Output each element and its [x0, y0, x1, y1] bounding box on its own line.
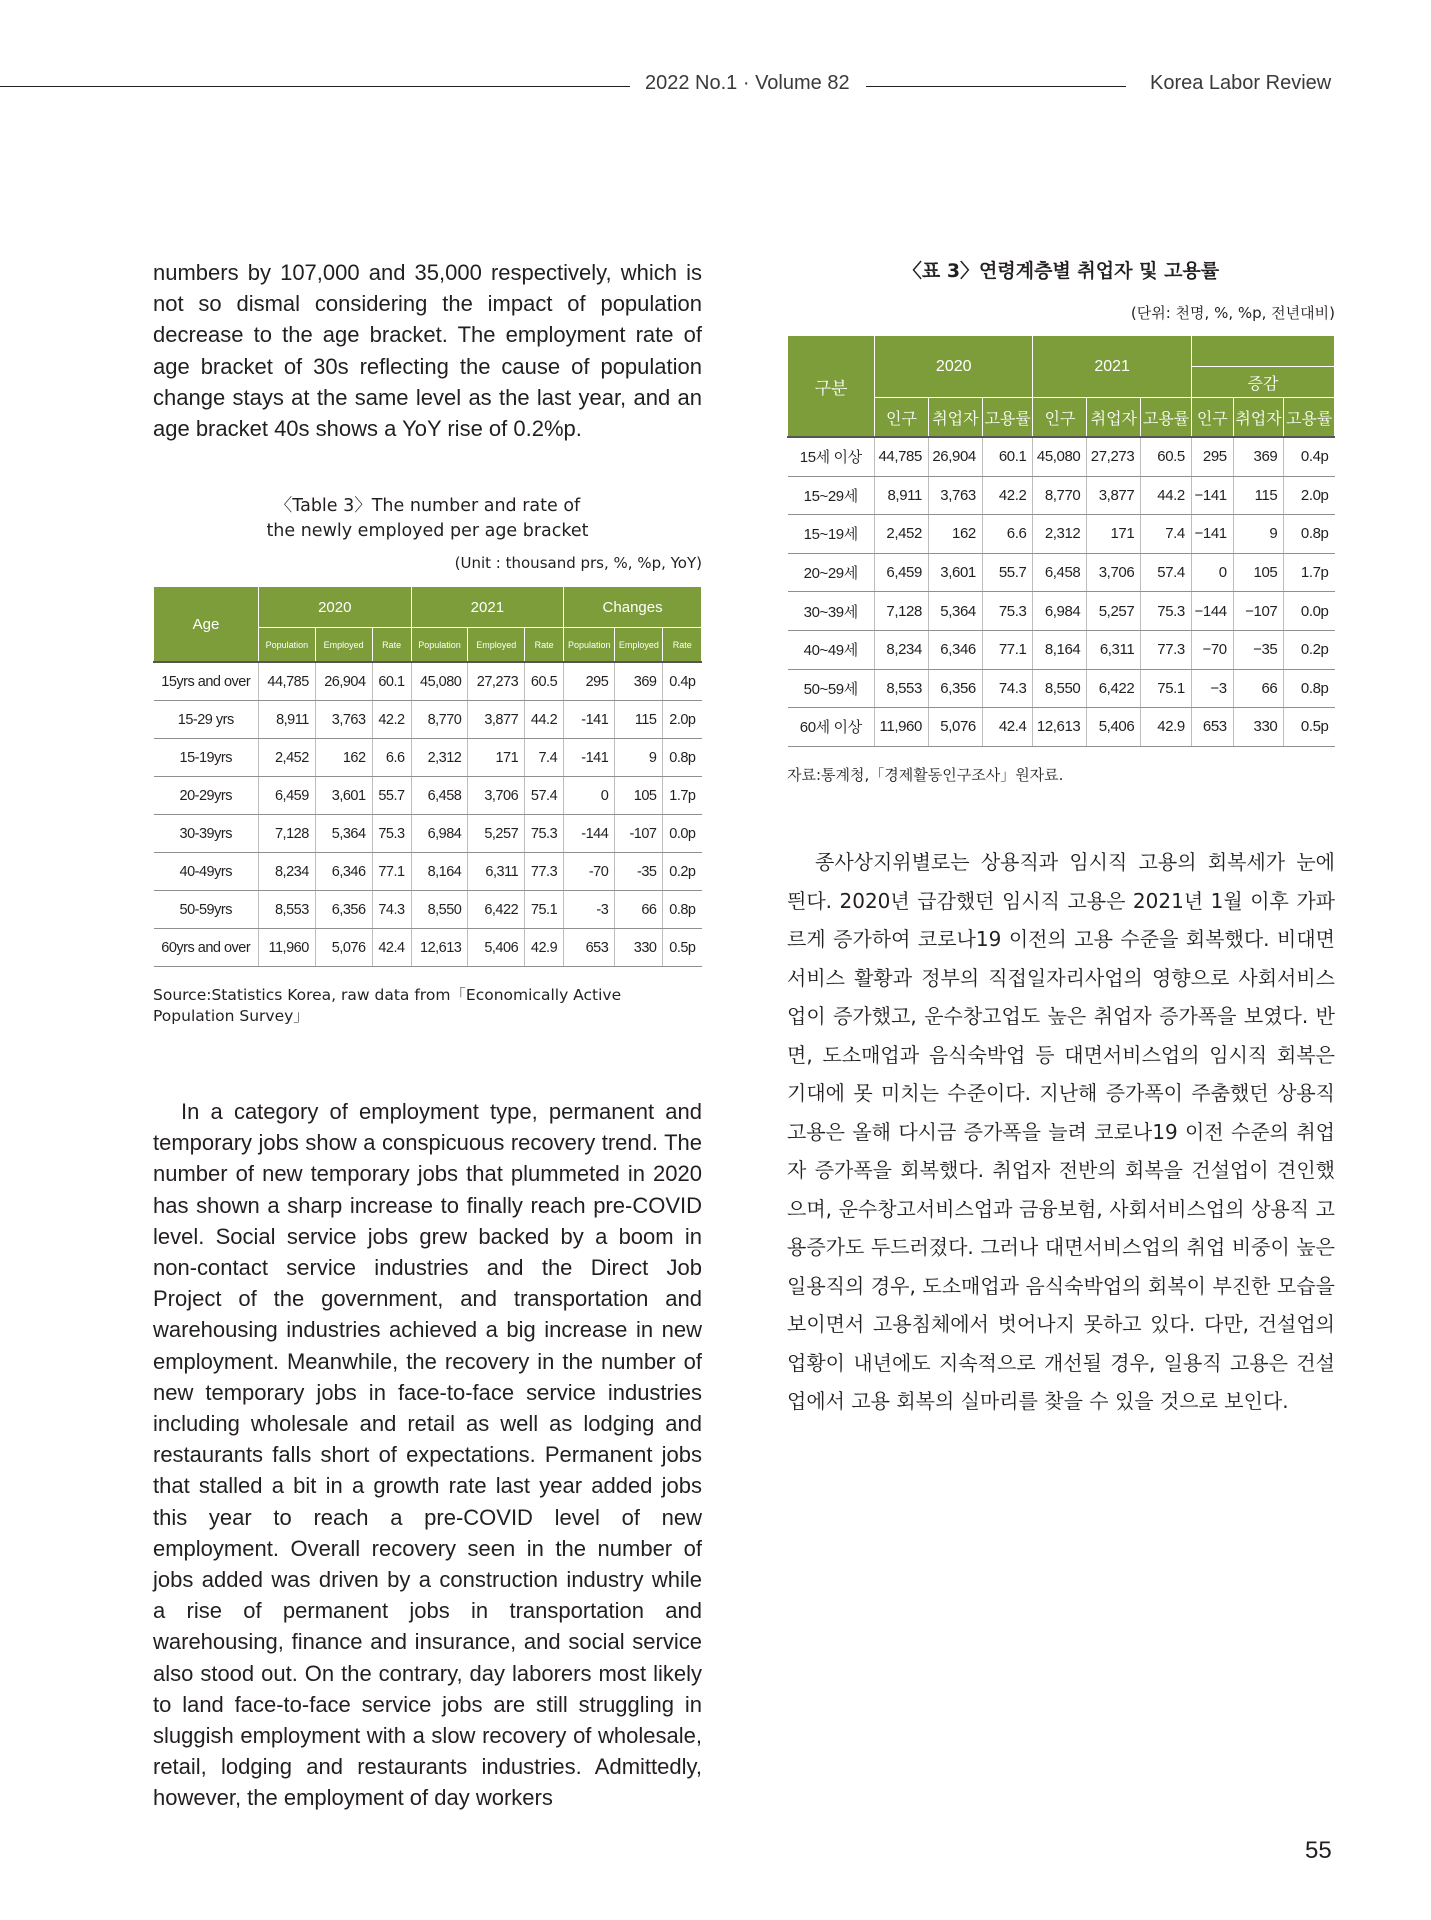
- table-cell: 653: [564, 929, 615, 967]
- page-number: 55: [1305, 1837, 1332, 1864]
- table-cell: 9: [1233, 515, 1284, 554]
- col-head-2021: 2021: [411, 587, 564, 628]
- table-cell: 77.1: [982, 630, 1033, 669]
- row-label: 15~29세: [788, 476, 875, 515]
- table-cell: 6,458: [1033, 553, 1087, 592]
- table-cell: 0.4p: [1284, 437, 1335, 476]
- table-cell: 6,422: [1087, 669, 1141, 708]
- table-cell: 7,128: [259, 815, 316, 853]
- table-unit-ko: (단위: 천명, %, %p, 전년대비): [1130, 304, 1335, 322]
- sub-head: Rate: [525, 628, 564, 663]
- table-cell: 7.4: [1141, 515, 1192, 554]
- table-cell: 55.7: [372, 777, 411, 815]
- table-cell: -141: [564, 739, 615, 777]
- table-cell: 6,459: [875, 553, 929, 592]
- table-cell: 3,706: [468, 777, 525, 815]
- table-cell: 27,273: [468, 662, 525, 701]
- table-cell: 42.4: [982, 708, 1033, 747]
- row-label: 20~29세: [788, 553, 875, 592]
- row-label: 20-29yrs: [154, 777, 259, 815]
- table-cell: 44,785: [259, 662, 316, 701]
- table-unit: (Unit : thousand prs, %, %p, YoY): [454, 554, 702, 572]
- table-cell: 44.2: [1141, 476, 1192, 515]
- table-cell: 3,763: [928, 476, 982, 515]
- sub-head: Population: [259, 628, 316, 663]
- table-row: [154, 701, 702, 739]
- table-cell: 6,459: [259, 777, 316, 815]
- sub-head: Rate: [663, 628, 702, 663]
- table-cell: −107: [1233, 592, 1284, 631]
- table-cell: 162: [315, 739, 372, 777]
- table-row: [788, 515, 1335, 554]
- table-cell: 171: [468, 739, 525, 777]
- body-paragraph-ko: 종사상지위별로는 상용직과 임시직 고용의 회복세가 눈에 띈다. 2020년 급감했던 임시직 고용은 2021년 1월 이후 가파르게 증가하여 코로나19 이전의 고용 수준을 회복했다. 비대면서비스 활황과 정부의 직접일자리사업의 영향으로 사회서비스업이 증가했고, 운수창고업도 높은 취업자 증가폭을 보였다. 반면, 도소매업과 음식숙박업 등 대면서비스업의 임시직 회복은 기대에 못 미치는 수준이다. 지난해 증가폭이 주춤했던 상용직 고용은 올해 다시금 증가폭을 늘려 코로나19 이전 수준의 취업자 증가폭을 회복했다. 취업자 전반의 회복을 건설업이 견인했으며, 운수창고서비스업과 금융보험, 사회서비스업의 상용직 고용증가도 두드러졌다. 그러나 대면서비스업의 취업 비중이 높은 일용직의 경우, 도소매업과 음식숙박업의 회복이 부진한 모습을 보이면서 고용침체에서 벗어나지 못하고 있다. 다만, 건설업의 업황이 내년에도 지속적으로 개선될 경우, 일용직 고용은 건설업에서 고용 회복의 실마리를 찾을 수 있을 것으로 보인다.: [787, 850, 1335, 1413]
- table-cell: -141: [564, 701, 615, 739]
- row-label: 40-49yrs: [154, 853, 259, 891]
- row-label: 50~59세: [788, 669, 875, 708]
- table-row: [788, 630, 1335, 669]
- table-cell: 369: [615, 662, 663, 701]
- table-cell: 60.1: [372, 662, 411, 701]
- table-cell: 60.5: [1141, 437, 1192, 476]
- table-cell: 2.0p: [1284, 476, 1335, 515]
- table-cell: 0: [1191, 553, 1233, 592]
- table-cell: 27,273: [1087, 437, 1141, 476]
- sub-head: 취업자: [1233, 398, 1284, 438]
- table-cell: 6.6: [982, 515, 1033, 554]
- table-cell: -107: [615, 815, 663, 853]
- table-cell: 6.6: [372, 739, 411, 777]
- sub-head: 인구: [1033, 398, 1087, 438]
- table-cell: 60.1: [982, 437, 1033, 476]
- table-cell: 66: [615, 891, 663, 929]
- table-row: [154, 891, 702, 929]
- table-cell: -3: [564, 891, 615, 929]
- table-cell: 75.1: [1141, 669, 1192, 708]
- sub-head: Employed: [315, 628, 372, 663]
- table-cell: 3,763: [315, 701, 372, 739]
- col-head-spacer: [1191, 336, 1334, 367]
- table-cell: 6,356: [928, 669, 982, 708]
- body-paragraph-1: numbers by 107,000 and 35,000 respectively, which is not so dismal considering the impact of population decrease to the age bracket. The employment rate of age bracket of 30s reflecting the cause of population change stays at the same level as the last year, and an age bracket 40s shows a YoY rise of 0.2%p.: [153, 260, 702, 442]
- table-cell: 6,346: [928, 630, 982, 669]
- table-cell: −35: [1233, 630, 1284, 669]
- table-cell: 2,452: [875, 515, 929, 554]
- left-column-lower: [153, 1096, 702, 1814]
- table-cell: 0.2p: [1284, 630, 1335, 669]
- table-cell: 42.9: [1141, 708, 1192, 747]
- table-row: [154, 815, 702, 853]
- table-cell: 6,984: [411, 815, 468, 853]
- table-cell: 105: [1233, 553, 1284, 592]
- table3-ko: [787, 259, 1335, 786]
- sub-head: 고용률: [982, 398, 1033, 438]
- row-label: 40~49세: [788, 630, 875, 669]
- table-title-line-1: 〈Table 3〉The number and rate of: [274, 496, 581, 516]
- table-cell: 8,911: [259, 701, 316, 739]
- table-row: [788, 669, 1335, 708]
- table-title-ko: 〈표 3〉연령계층별 취업자 및 고용률: [902, 260, 1220, 282]
- sub-head: 취업자: [928, 398, 982, 438]
- table-cell: 8,911: [875, 476, 929, 515]
- table-cell: 60.5: [525, 662, 564, 701]
- table-cell: 330: [615, 929, 663, 967]
- row-label: 50-59yrs: [154, 891, 259, 929]
- left-column: [153, 257, 702, 444]
- table-cell: 2,312: [411, 739, 468, 777]
- row-label: 30~39세: [788, 592, 875, 631]
- table-cell: 0.4p: [663, 662, 702, 701]
- table-cell: 5,257: [1087, 592, 1141, 631]
- table-cell: 369: [1233, 437, 1284, 476]
- table3-en: [153, 494, 702, 1027]
- table-cell: 11,960: [259, 929, 316, 967]
- row-label: 60세 이상: [788, 708, 875, 747]
- table-cell: 6,356: [315, 891, 372, 929]
- sub-head: 취업자: [1087, 398, 1141, 438]
- table-cell: 5,076: [928, 708, 982, 747]
- table-cell: 26,904: [315, 662, 372, 701]
- table-cell: 0.5p: [1284, 708, 1335, 747]
- table-cell: 0.8p: [663, 739, 702, 777]
- table-cell: 75.3: [982, 592, 1033, 631]
- table-row: [154, 662, 702, 701]
- table-cell: 0.0p: [663, 815, 702, 853]
- table-cell: 75.3: [525, 815, 564, 853]
- row-label: 15-29 yrs: [154, 701, 259, 739]
- col-head-age: Age: [154, 587, 259, 663]
- table-cell: 42.2: [982, 476, 1033, 515]
- table-cell: 42.9: [525, 929, 564, 967]
- table-cell: 2,452: [259, 739, 316, 777]
- row-label: 15세 이상: [788, 437, 875, 476]
- table-row: [788, 476, 1335, 515]
- table-cell: −141: [1191, 476, 1233, 515]
- sub-head: 인구: [1191, 398, 1233, 438]
- table-cell: 12,613: [1033, 708, 1087, 747]
- table-cell: 8,234: [259, 853, 316, 891]
- table-cell: -70: [564, 853, 615, 891]
- table-cell: 0.0p: [1284, 592, 1335, 631]
- table-cell: -35: [615, 853, 663, 891]
- table-cell: 3,877: [468, 701, 525, 739]
- table-cell: 6,984: [1033, 592, 1087, 631]
- table-cell: −141: [1191, 515, 1233, 554]
- table-cell: 45,080: [1033, 437, 1087, 476]
- col-head-2020: 2020: [875, 336, 1033, 398]
- table-cell: 26,904: [928, 437, 982, 476]
- table-cell: 44.2: [525, 701, 564, 739]
- sub-head: Rate: [372, 628, 411, 663]
- table-cell: 8,553: [259, 891, 316, 929]
- table-cell: 0.8p: [1284, 669, 1335, 708]
- table-cell: 57.4: [1141, 553, 1192, 592]
- right-column-lower: [787, 843, 1335, 1421]
- table-cell: 6,422: [468, 891, 525, 929]
- table-cell: 6,311: [1087, 630, 1141, 669]
- table-cell: 42.2: [372, 701, 411, 739]
- table-cell: 1.7p: [1284, 553, 1335, 592]
- table-cell: 295: [564, 662, 615, 701]
- table-cell: 75.3: [1141, 592, 1192, 631]
- table-cell: 6,346: [315, 853, 372, 891]
- table-cell: 8,550: [1033, 669, 1087, 708]
- table-cell: 45,080: [411, 662, 468, 701]
- table-row: [154, 853, 702, 891]
- table-row: [154, 777, 702, 815]
- table-cell: 8,550: [411, 891, 468, 929]
- table-cell: 8,164: [411, 853, 468, 891]
- table-cell: 5,257: [468, 815, 525, 853]
- table-cell: 75.3: [372, 815, 411, 853]
- table-cell: 295: [1191, 437, 1233, 476]
- sub-head: 고용률: [1284, 398, 1335, 438]
- table-cell: 3,877: [1087, 476, 1141, 515]
- table-cell: 115: [615, 701, 663, 739]
- table-cell: 0: [564, 777, 615, 815]
- table-cell: 66: [1233, 669, 1284, 708]
- table-cell: 7,128: [875, 592, 929, 631]
- table-cell: 74.3: [372, 891, 411, 929]
- table-cell: 6,311: [468, 853, 525, 891]
- table-cell: 8,770: [1033, 476, 1087, 515]
- sub-head: 인구: [875, 398, 929, 438]
- header-rule-left: [0, 86, 630, 87]
- table-cell: 77.1: [372, 853, 411, 891]
- sub-head: Population: [564, 628, 615, 663]
- table-cell: 8,234: [875, 630, 929, 669]
- sub-head: Employed: [615, 628, 663, 663]
- table-cell: 1.7p: [663, 777, 702, 815]
- table-cell: 105: [615, 777, 663, 815]
- table-cell: 0.5p: [663, 929, 702, 967]
- table-cell: 74.3: [982, 669, 1033, 708]
- body-paragraph-2: In a category of employment type, permanent and temporary jobs show a conspicuous recovery trend. The number of new temporary jobs that plummeted in 2020 has shown a sharp increase to finally reach pre-COVID level. Social service jobs grew backed by a boom in non-contact service industries and the Direct Job Project of the government, and transportation and warehousing industries achieved a big increase in new employment. Meanwhile, the recovery in the number of new temporary jobs in face-to-face service industries including wholesale and retail as well as lodging and restaurants falls short of expectations. Permanent jobs that stalled a bit in a growth rate last year added jobs this year to reach a pre-COVID level of new employment. Overall recovery seen in the number of jobs added was driven by a construction industry while a rise of permanent jobs in transportation and warehousing, finance and insurance, and social service also stood out. On the contrary, day laborers most likely to land face-to-face service jobs are still struggling in sluggish employment with a slow recovery of wholesale, retail, lodging and restaurants industries. Admittedly, however, the employment of day workers: [153, 1099, 702, 1811]
- table-cell: 9: [615, 739, 663, 777]
- table-cell: 2.0p: [663, 701, 702, 739]
- col-head-change: 증감: [1191, 367, 1334, 398]
- table-cell: 162: [928, 515, 982, 554]
- table-cell: −70: [1191, 630, 1233, 669]
- table-cell: −3: [1191, 669, 1233, 708]
- table-source-ko: 자료:통계청,「경제활동인구조사」원자료.: [787, 765, 1064, 784]
- table-cell: 3,601: [315, 777, 372, 815]
- table-cell: 5,406: [468, 929, 525, 967]
- journal-title: Korea Labor Review: [1150, 72, 1332, 94]
- table-cell: 77.3: [1141, 630, 1192, 669]
- sub-head: Population: [411, 628, 468, 663]
- table-cell: 115: [1233, 476, 1284, 515]
- table-source: Source:Statistics Korea, raw data from「Economically Active Population Survey」: [153, 986, 622, 1025]
- table-cell: 42.4: [372, 929, 411, 967]
- table-cell: 11,960: [875, 708, 929, 747]
- table-cell: 8,553: [875, 669, 929, 708]
- table-cell: 0.8p: [663, 891, 702, 929]
- table-row: [788, 708, 1335, 747]
- table-cell: 8,770: [411, 701, 468, 739]
- data-table-en: [153, 586, 702, 967]
- table-cell: 77.3: [525, 853, 564, 891]
- sub-head: 고용률: [1141, 398, 1192, 438]
- table-cell: −144: [1191, 592, 1233, 631]
- table-cell: 3,706: [1087, 553, 1141, 592]
- col-head-group: 구분: [788, 336, 875, 438]
- table-cell: 3,601: [928, 553, 982, 592]
- table-cell: 171: [1087, 515, 1141, 554]
- table-cell: 75.1: [525, 891, 564, 929]
- table-cell: 0.8p: [1284, 515, 1335, 554]
- table-row: [788, 553, 1335, 592]
- sub-head: Employed: [468, 628, 525, 663]
- table-cell: 5,364: [315, 815, 372, 853]
- row-label: 60yrs and over: [154, 929, 259, 967]
- table-row: [788, 437, 1335, 476]
- table-cell: 0.2p: [663, 853, 702, 891]
- issue-label: 2022 No.1 · Volume 82: [645, 72, 850, 94]
- table-row: [154, 739, 702, 777]
- table-cell: 57.4: [525, 777, 564, 815]
- table-cell: -144: [564, 815, 615, 853]
- table-cell: 6,458: [411, 777, 468, 815]
- table-cell: 12,613: [411, 929, 468, 967]
- table-cell: 55.7: [982, 553, 1033, 592]
- table-cell: 5,406: [1087, 708, 1141, 747]
- row-label: 15~19세: [788, 515, 875, 554]
- table-body-ko: [788, 437, 1335, 746]
- table-body-en: [154, 662, 702, 967]
- table-cell: 44,785: [875, 437, 929, 476]
- col-head-2021: 2021: [1033, 336, 1191, 398]
- table-cell: 5,364: [928, 592, 982, 631]
- row-label: 30-39yrs: [154, 815, 259, 853]
- table-cell: 2,312: [1033, 515, 1087, 554]
- col-head-2020: 2020: [259, 587, 412, 628]
- table-cell: 5,076: [315, 929, 372, 967]
- header-rule-middle: [866, 86, 1126, 87]
- row-label: 15yrs and over: [154, 662, 259, 701]
- col-head-changes: Changes: [564, 587, 702, 628]
- data-table-ko: [787, 335, 1335, 747]
- row-label: 15-19yrs: [154, 739, 259, 777]
- table-row: [788, 592, 1335, 631]
- table-title-line-2: the newly employed per age bracket: [266, 521, 589, 541]
- table-cell: 330: [1233, 708, 1284, 747]
- table-row: [154, 929, 702, 967]
- table-cell: 653: [1191, 708, 1233, 747]
- table-cell: 7.4: [525, 739, 564, 777]
- table-cell: 8,164: [1033, 630, 1087, 669]
